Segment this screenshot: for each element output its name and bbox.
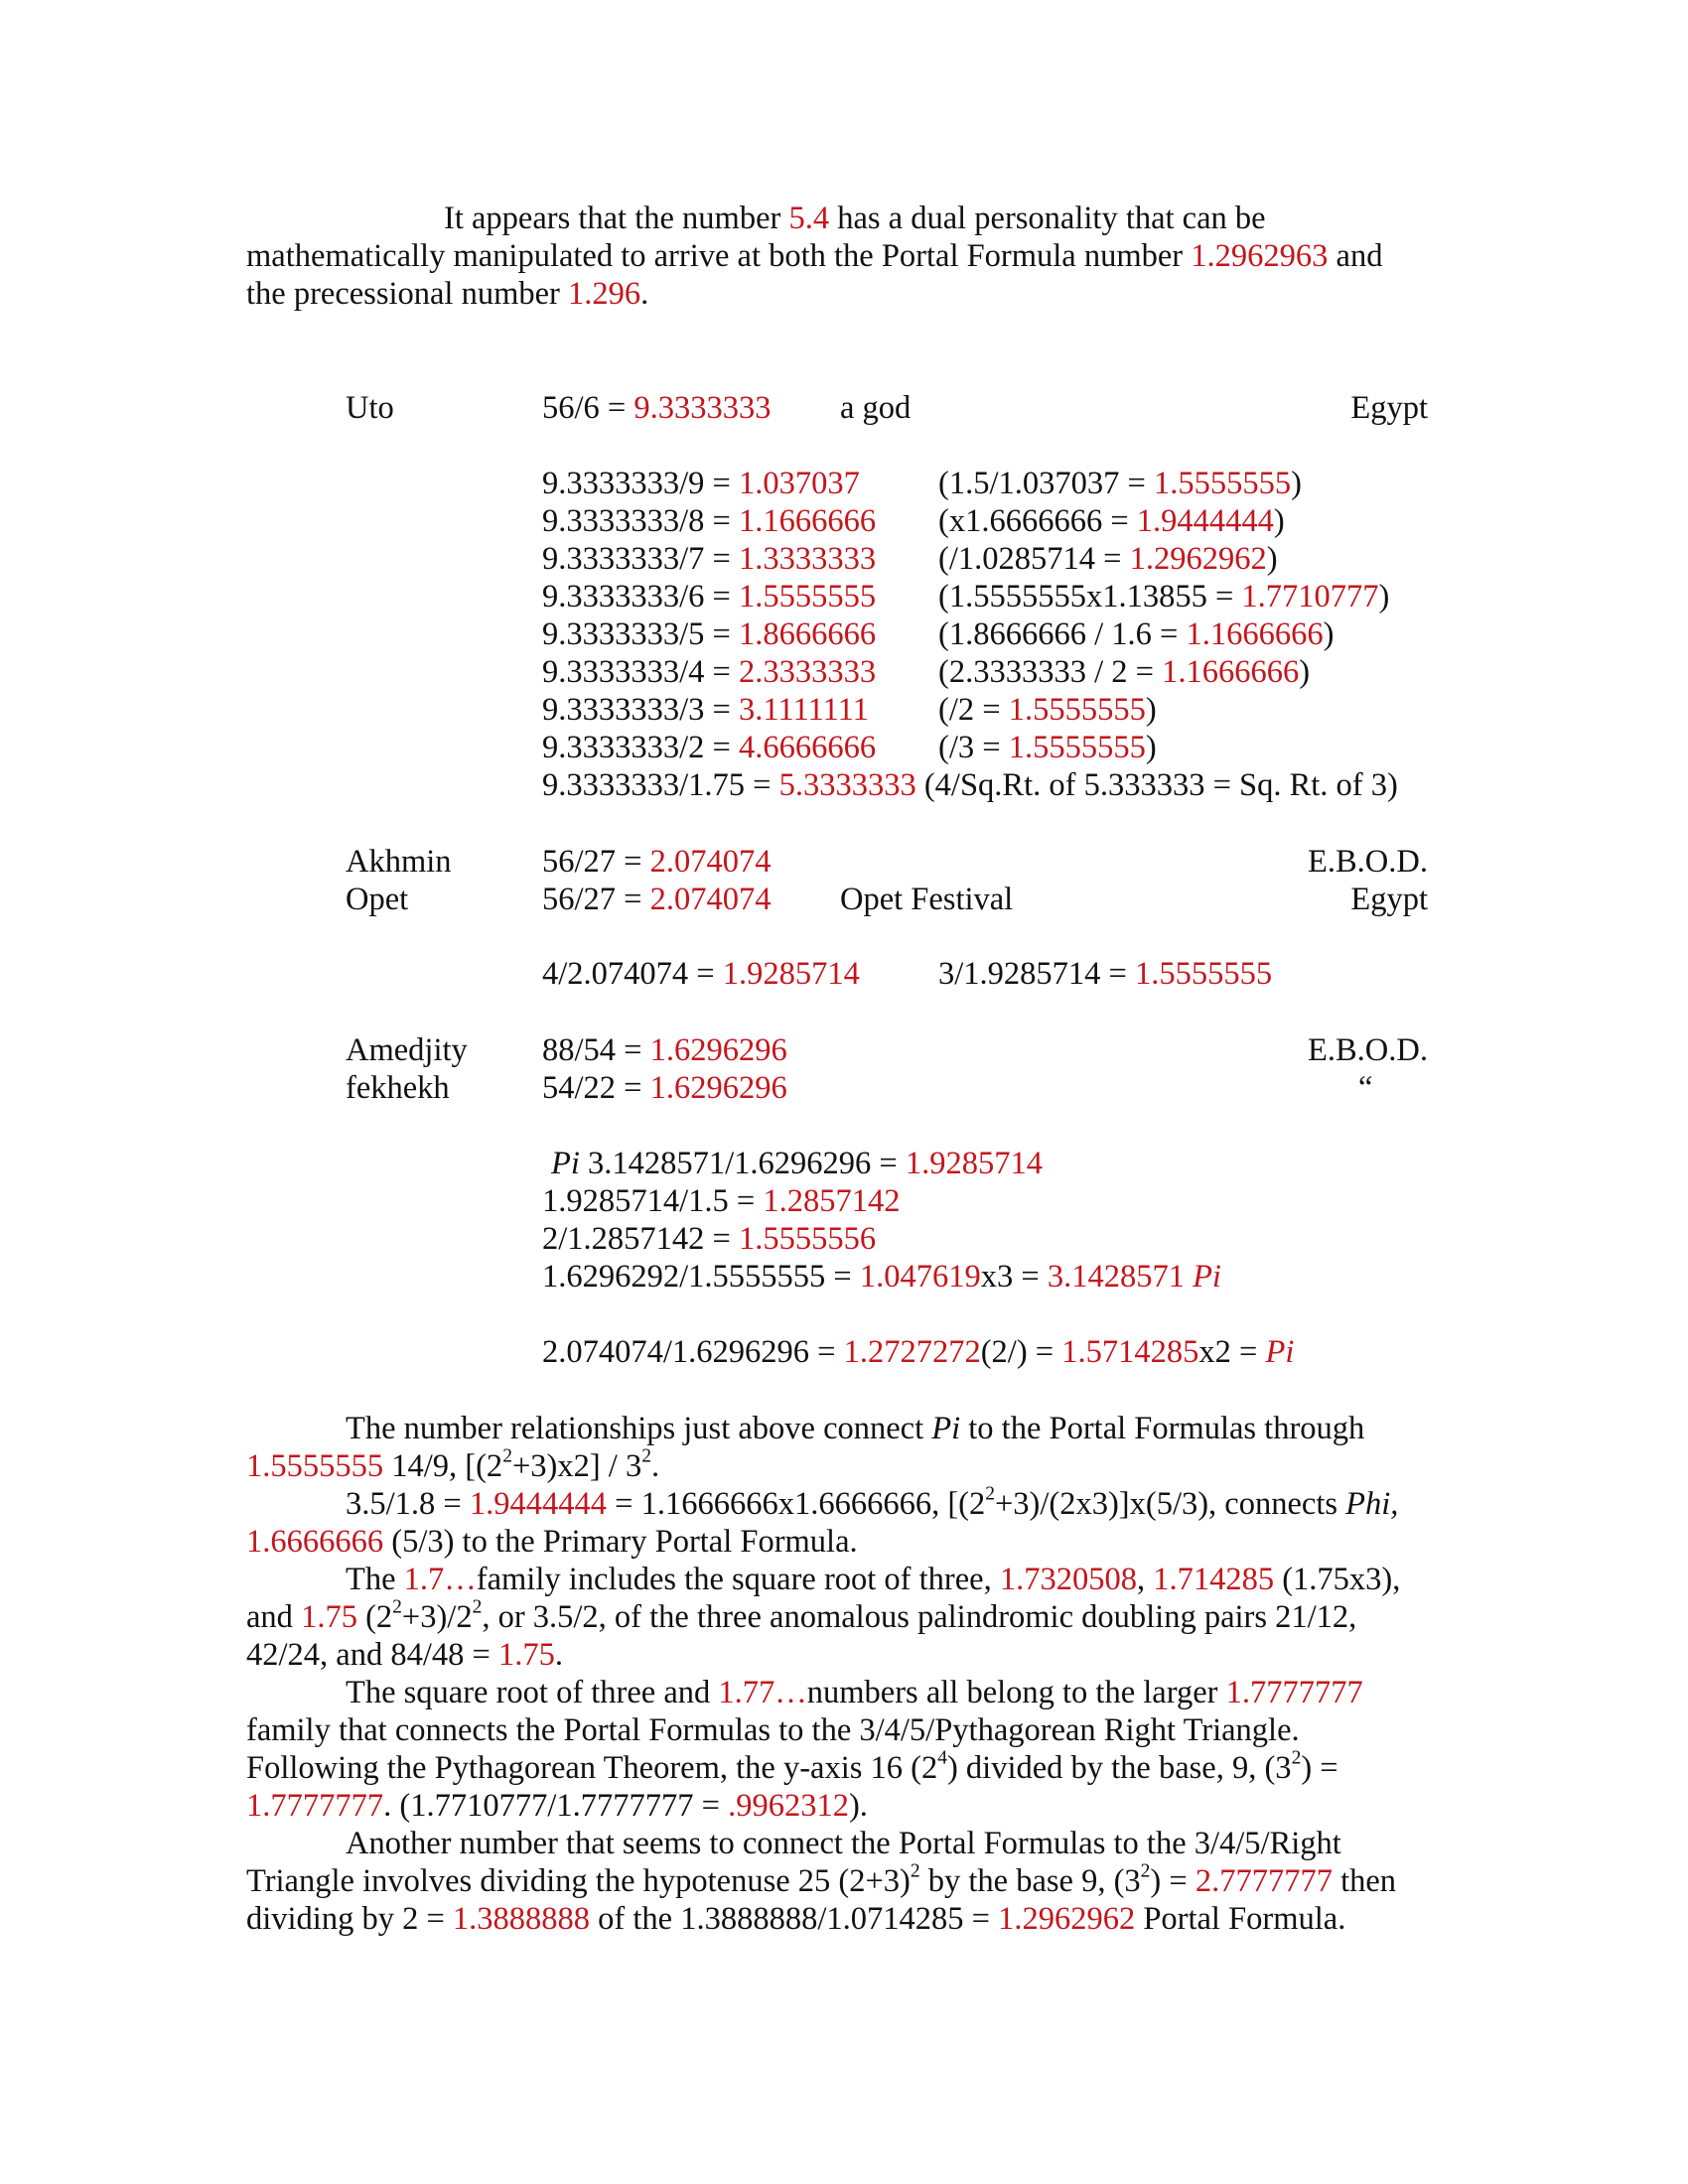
- akhmin-calc-1: 4/2.074074 = 1.9285714: [542, 956, 860, 992]
- para-line: 42/24, and 84/48 = 1.75.: [246, 1637, 563, 1673]
- uto-row-left: 9.3333333/6 = 1.5555555: [542, 579, 877, 614]
- uto-source: Egypt: [1350, 390, 1428, 426]
- opet-source: Egypt: [1350, 882, 1428, 917]
- uto-row-right: (2.3333333 / 2 = 1.1666666): [938, 654, 1311, 690]
- uto-row-right: (x1.6666666 = 1.9444444): [938, 503, 1285, 539]
- uto-row-right: (/3 = 1.5555555): [938, 730, 1157, 765]
- uto-description: a god: [840, 390, 912, 426]
- para-line: 3.5/1.8 = 1.9444444 = 1.1666666x1.6666666, $[(2^2+3)/(2x3)]x(5/3)$, connects Phi,: [346, 1483, 1399, 1522]
- intro-line-2: mathematically manipulated to arrive at both the Portal Formula number 1.2962963 and: [246, 238, 1383, 274]
- para-line: family that connects the Portal Formulas to the 3/4/5/Pythagorean Right Triangle.: [246, 1712, 1300, 1748]
- uto-row-left: 9.3333333/5 = 1.8666666: [542, 616, 877, 652]
- pi-calc-3: 2/1.2857142 = 1.5555556: [542, 1221, 877, 1257]
- uto-row-left: 9.3333333/3 = 3.1111111: [542, 692, 869, 728]
- opet-equation: 56/27 = 2.074074: [542, 882, 772, 917]
- uto-row-left: 9.3333333/4 = 2.3333333: [542, 654, 877, 690]
- para-line: 1.6666666 (5/3) to the Primary Portal Formula.: [246, 1524, 858, 1560]
- entry-name-amedjity: Amedjity: [346, 1032, 468, 1068]
- uto-row-right: (1.5/1.037037 = 1.5555555): [938, 466, 1302, 501]
- intro-line-3: the precessional number 1.296.: [246, 276, 649, 312]
- akhmin-equation: 56/27 = 2.074074: [542, 844, 772, 880]
- entry-name-uto: Uto: [346, 390, 394, 426]
- para-line: Triangle involves dividing the hypotenuse 25 $(2+3)^2$ by the base 9, $(3^2) = 2.7777777$ then: [246, 1860, 1397, 1899]
- uto-row-left: 9.3333333/7 = 1.3333333: [542, 541, 877, 577]
- para-line: The number relationships just above connect Pi to the Portal Formulas through: [346, 1411, 1365, 1446]
- amedjity-equation: 88/54 = 1.6296296: [542, 1032, 787, 1068]
- pi-calc-2: 1.9285714/1.5 = 1.2857142: [542, 1183, 901, 1219]
- para-line: and 1.75 $(2^2+3)/2^2$, or 3.5/2, of the three anomalous palindromic doubling pairs 21/12,: [246, 1596, 1357, 1635]
- uto-row-left: 9.3333333/8 = 1.1666666: [542, 503, 877, 539]
- para-line: 1.5555555 14/9, $[(2^2+3)x2] / 3^2$.: [246, 1445, 660, 1484]
- uto-row-right: (1.5555555x1.13855 = 1.7710777): [938, 579, 1390, 614]
- uto-row-left: 9.3333333/9 = 1.037037: [542, 466, 860, 501]
- para-line: Another number that seems to connect the Portal Formulas to the 3/4/5/Right: [346, 1826, 1341, 1861]
- amedjity-source: E.B.O.D.: [1308, 1032, 1428, 1068]
- para-line: Following the Pythagorean Theorem, the y-axis 16 $(2^4)$ divided by the base, 9, $(3^2)$ =: [246, 1747, 1338, 1786]
- pi-calc-4: 1.6296292/1.5555555 = 1.047619x3 = 3.1428571 Pi: [542, 1259, 1221, 1295]
- uto-equation: 56/6 = 9.3333333: [542, 390, 772, 426]
- uto-row-last: 9.3333333/1.75 = 5.3333333 (4/Sq.Rt. of 5.333333 = Sq. Rt. of 3): [542, 767, 1398, 803]
- akhmin-source: E.B.O.D.: [1308, 844, 1428, 880]
- entry-name-akhmin: Akhmin: [346, 844, 452, 880]
- uto-row-left: 9.3333333/2 = 4.6666666: [542, 730, 877, 765]
- uto-row-right: (/2 = 1.5555555): [938, 692, 1157, 728]
- entry-name-fekhekh: fekhekh: [346, 1070, 450, 1106]
- intro-line-1: It appears that the number 5.4 has a dual personality that can be: [444, 201, 1266, 236]
- para-line: The square root of three and 1.77…numbers all belong to the larger 1.7777777: [346, 1675, 1363, 1710]
- uto-row-right: (1.8666666 / 1.6 = 1.1666666): [938, 616, 1335, 652]
- akhmin-calc-2: 3/1.9285714 = 1.5555555: [938, 956, 1273, 992]
- fekhekh-ditto-mark: “: [1358, 1070, 1373, 1106]
- pi-calc-1: Pi 3.1428571/1.6296296 = 1.9285714: [551, 1146, 1043, 1181]
- para-line: The 1.7…family includes the square root of three, 1.7320508, 1.714285 (1.75x3),: [346, 1562, 1401, 1597]
- fekhekh-equation: 54/22 = 1.6296296: [542, 1070, 787, 1106]
- pi-calc-5: 2.074074/1.6296296 = 1.2727272(2/) = 1.5714285x2 = Pi: [542, 1334, 1295, 1370]
- entry-name-opet: Opet: [346, 882, 409, 917]
- uto-row-right: (/1.0285714 = 1.2962962): [938, 541, 1278, 577]
- opet-description: Opet Festival: [840, 882, 1014, 917]
- para-line: dividing by 2 = 1.3888888 of the 1.3888888/1.0714285 = 1.2962962 Portal Formula.: [246, 1901, 1346, 1937]
- para-line: 1.7777777. (1.7710777/1.7777777 = .9962312).: [246, 1788, 868, 1824]
